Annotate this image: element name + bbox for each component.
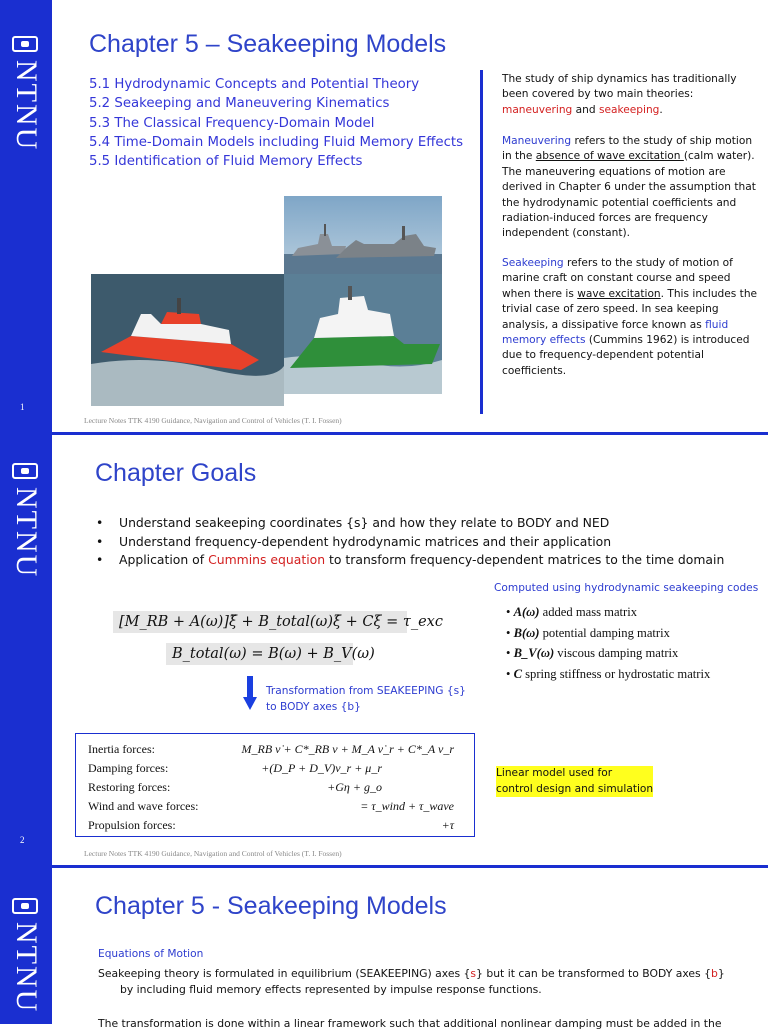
para-line (502, 134, 756, 149)
computed-label: Computed using hydrodynamic seakeeping codes (494, 582, 759, 594)
force-label: Wind and wave forces: (88, 799, 199, 813)
cummins-equation: [M_RB + A(ω)]ξ̈ + B_total(ω)ξ̇ + Cξ = τ_exc (113, 611, 407, 633)
logo-text: NTNU (10, 487, 43, 579)
intro-line: been covered by two main theories: (502, 88, 694, 101)
intro-and: and (572, 103, 599, 116)
slide-title: Chapter 5 – Seakeeping Models (89, 30, 447, 58)
para-line: independent (constant). (502, 227, 631, 240)
matrix-desc: potential damping matrix (539, 625, 670, 640)
slide-title: Chapter 5 - Seakeeping Models (95, 892, 447, 920)
memory-effects-term: memory effects (502, 334, 586, 347)
underlined-text: absence of wave excitation (535, 150, 684, 163)
text-span: (Cummins 1962) is introduced (585, 334, 750, 347)
para-line (502, 318, 757, 333)
matrix-list (506, 602, 710, 684)
para-line: due to frequency-dependent potential (502, 349, 704, 362)
ntnu-logo (10, 36, 43, 152)
matrix-item: • B_V(ω) viscous damping matrix (506, 646, 679, 660)
transform-line: to BODY axes {b} (266, 700, 361, 713)
matrix-symbol: C (513, 666, 522, 681)
ntnu-logo (10, 463, 43, 579)
goal-item: • Understand frequency-dependent hydrodynamic matrices and their application (94, 533, 724, 552)
maneuvering-paragraph (502, 134, 756, 242)
transform-line: Transformation from SEAKEEPING {s} (266, 685, 466, 697)
goals-title: Chapter Goals (95, 459, 257, 487)
matrix-item: • B(ω) potential damping matrix (506, 625, 670, 640)
force-label: Restoring forces: (88, 780, 171, 794)
red-tug-image (91, 274, 284, 406)
page-number: 1 (20, 402, 25, 412)
intro-paragraph (502, 72, 737, 118)
force-row (88, 778, 468, 796)
down-arrow-icon (243, 676, 257, 710)
transform-label (266, 684, 466, 715)
side-band (0, 435, 52, 865)
force-expr: M_RB ν̇ + C*_RB ν + M_A ν̇_r + C*_A ν_r (241, 742, 454, 756)
intro-line (502, 103, 737, 118)
text-span: . This includes the (660, 287, 758, 300)
text-span: } (717, 967, 725, 980)
logo-text: NTNU (10, 60, 43, 152)
text-span: refers to the study of ship motion (571, 135, 753, 147)
para-line: by including fluid memory effects represented by impulse response functions. (120, 982, 542, 996)
toc-item[interactable]: 5.1 Hydrodynamic Concepts and Potential Theory (89, 77, 420, 92)
underlined-text: wave excitation (577, 287, 661, 300)
para-line: the hydrodynamic potential coefficients and (502, 196, 737, 209)
matrix-symbol: B(ω) (513, 625, 540, 640)
logo-mark-icon (12, 898, 38, 914)
text-span: (calm water). (683, 150, 755, 163)
para-line (502, 256, 757, 271)
side-band (0, 0, 52, 432)
matrix-desc: spring stiffness or hydrostatic matrix (521, 666, 711, 681)
para-line: derived in Chapter 6 under the assumption that (502, 181, 756, 194)
table-of-contents (89, 75, 463, 171)
text-span: analysis, a dissipative force known as (502, 318, 706, 331)
para-line: trivial case of zero speed. In sea keeping (502, 303, 719, 316)
intro-period: . (659, 103, 663, 116)
para-line: coefficients. (502, 364, 567, 377)
text-span: to transform frequency-dependent matrices to the time domain (325, 552, 725, 567)
para-line (502, 287, 757, 302)
matrix-desc: added mass matrix (539, 605, 638, 619)
note-line: control design and simulation (496, 782, 654, 795)
maneuvering-term: Maneuvering (502, 135, 572, 147)
axis-symbol: s (470, 967, 477, 980)
slide-1 (0, 0, 768, 432)
force-row (88, 759, 468, 777)
seakeeping-paragraph (502, 256, 757, 379)
text-span: in the (502, 150, 536, 163)
note-line: Linear model used for (496, 767, 613, 779)
text-span: Seakeeping theory is formulated in equilibrium (SEAKEEPING) axes { (98, 967, 471, 980)
para-line (502, 333, 757, 348)
term-maneuvering: maneuvering (502, 103, 573, 116)
damping-equation: B_total(ω) = B(ω) + B_V(ω) (166, 643, 353, 665)
cummins-term: Cummins equation (208, 552, 326, 567)
text-span: when there is (502, 287, 578, 300)
force-row (88, 816, 468, 834)
toc-item[interactable]: 5.5 Identification of Fluid Memory Effects (89, 154, 363, 170)
section-subhead: Equations of Motion (98, 948, 204, 960)
matrix-desc: viscous damping matrix (554, 646, 679, 660)
force-expr: +(D_P + D_V)ν_r + μ_r (261, 761, 382, 775)
matrix-symbol: B_V(ω) (513, 646, 555, 660)
transformation-paragraph: The transformation is done within a linear framework such that additional nonlinear damping must be added in the (98, 1017, 722, 1030)
linear-model-note (496, 766, 653, 797)
para-line (98, 966, 725, 982)
force-row (88, 797, 468, 815)
slide-footer: Lecture Notes TTK 4190 Guidance, Navigation and Control of Vehicles (T. I. Fossen) (84, 849, 342, 858)
text-span: Application of (119, 552, 209, 567)
force-expr: = τ_wind + τ_wave (360, 799, 454, 813)
force-label: Inertia forces: (88, 742, 155, 756)
force-expr: +τ (441, 818, 454, 832)
force-row (88, 740, 468, 758)
slide-footer: Lecture Notes TTK 4190 Guidance, Navigation and Control of Vehicles (T. I. Fossen) (84, 416, 342, 425)
logo-text: NTNU (10, 922, 43, 1014)
matrix-symbol: A(ω) (513, 605, 540, 619)
force-label: Damping forces: (88, 761, 169, 775)
warships-image (284, 196, 442, 274)
goals-list (94, 514, 724, 570)
force-expr: +Gη + g_o (327, 780, 382, 794)
side-band (0, 868, 52, 1024)
seakeeping-term: Seakeeping (502, 257, 564, 269)
ntnu-logo (10, 898, 43, 1014)
toc-item[interactable]: 5.2 Seakeeping and Maneuvering Kinematics (89, 96, 390, 112)
column-divider (480, 70, 483, 414)
force-model-box (75, 733, 475, 837)
page-number: 2 (20, 835, 25, 845)
logo-mark-icon (12, 36, 38, 52)
matrix-item: • C spring stiffness or hydrostatic matrix (506, 666, 711, 681)
goal-item (94, 551, 724, 570)
fluid-term: fluid (705, 318, 729, 331)
matrix-item: • A(ω) added mass matrix (506, 605, 638, 619)
para-line: marine craft on constant course and speed (502, 272, 731, 285)
goal-item: • Understand seakeeping coordinates {s} and how they relate to BODY and NED (94, 514, 724, 533)
logo-mark-icon (12, 463, 38, 479)
toc-item[interactable]: 5.3 The Classical Frequency-Domain Model (89, 115, 375, 131)
force-label: Propulsion forces: (88, 818, 176, 832)
text-span: refers to the study of motion of (563, 257, 733, 269)
green-vessel-image (284, 274, 442, 394)
para-line: The maneuvering equations of motion are (502, 165, 726, 178)
para-line: radiation-induced forces are frequency (502, 212, 708, 225)
equations-paragraph (98, 966, 725, 997)
toc-item[interactable]: 5.4 Time-Domain Models including Fluid Memory Effects (89, 134, 464, 150)
term-seakeeping: seakeeping (598, 103, 660, 116)
axis-symbol: b (710, 967, 718, 980)
para-line (502, 149, 756, 164)
text-span: } but it can be transformed to BODY axes { (476, 967, 711, 980)
intro-line: The study of ship dynamics has traditionally (502, 73, 737, 85)
